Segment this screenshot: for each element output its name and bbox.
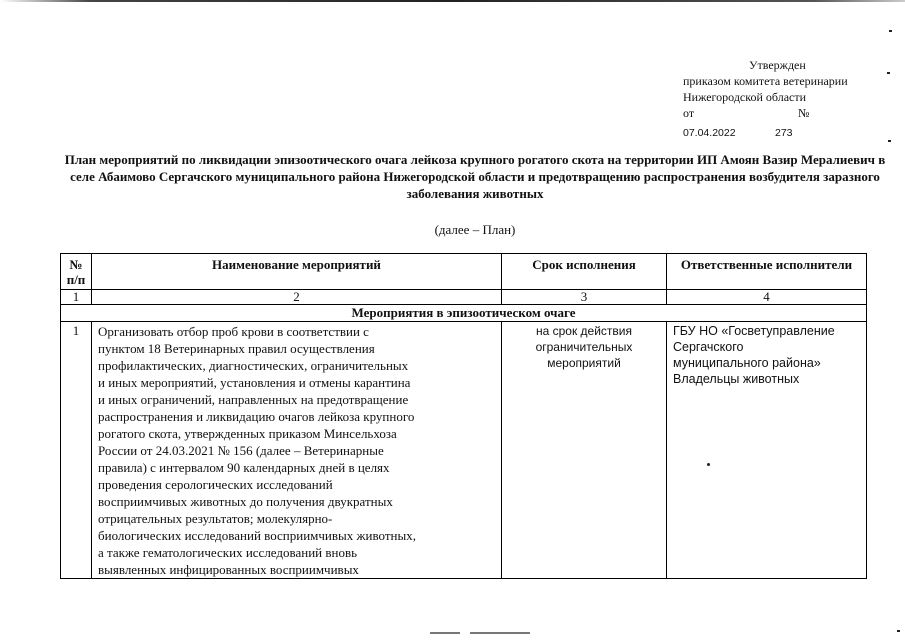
column-number: 2 [92, 290, 502, 305]
measure-line: пунктом 18 Ветеринарных правил осуществления [98, 341, 375, 356]
measure-line: рогатого скота, утвержденных приказом Минсельхоза [98, 426, 397, 441]
scan-speck [887, 72, 890, 74]
measure-line: России от 24.03.2021 № 156 (далее – Ветеринарные [98, 443, 384, 458]
column-number-row [61, 290, 867, 305]
column-number: 3 [502, 290, 667, 305]
plan-table [60, 253, 867, 579]
header-deadline: Срок исполнения [502, 254, 667, 290]
measure-line: и иных мероприятий, установления и отмены карантина [98, 375, 411, 390]
approval-from-number-row [683, 105, 848, 121]
approval-number-label: № [798, 106, 810, 120]
approval-line: Нижегородской области [683, 90, 807, 104]
header-number: № п/п [61, 254, 92, 290]
approval-title: Утвержден [749, 58, 806, 72]
document-subtitle: (далее – План) [434, 222, 516, 237]
measure-line: профилактических, диагностических, ограничительных [98, 358, 409, 373]
measure-line: правила) с интервалом 90 календарных дней в целях [98, 460, 390, 475]
measure-line: восприимчивых животных до получения двукратных [98, 494, 393, 509]
scan-speck [888, 140, 891, 142]
responsible-line: Владельцы животных [673, 372, 800, 386]
measure-line: проведения серологических исследований [98, 477, 333, 492]
measure-line: биологических исследований восприимчивых животных, [98, 528, 416, 543]
deadline-line: ограничительных [535, 340, 633, 354]
measure-line: отрицательных результатов; молекулярно- [98, 511, 333, 526]
responsible-line: ГБУ НО «Госветуправление [673, 324, 835, 338]
table-header-row [61, 254, 867, 290]
measure-line: а также гематологических исследований вновь [98, 545, 358, 560]
approval-from-label: от [683, 106, 695, 120]
scan-speck [889, 30, 892, 32]
column-number: 4 [667, 290, 867, 305]
column-number: 1 [61, 290, 92, 305]
scan-speck [897, 630, 900, 632]
scan-edge-top [0, 0, 905, 2]
responsible-line: Сергачского [673, 340, 744, 354]
table-row [61, 322, 867, 579]
deadline-line: мероприятий [547, 356, 621, 370]
scan-mark [430, 632, 460, 634]
document-title: План мероприятий по ликвидации эпизоотического очага лейкоза крупного рогатого скота на территории ИП Амоян Вазир Мералиевич в селе Абаимово Сергачского муниципального района Нижегородской области и предотвращению распространения возбудителя заразного заболевания животных [64, 152, 886, 201]
approval-number: 273 [775, 127, 793, 139]
header-responsible: Ответственные исполнители [667, 254, 867, 290]
responsible-line: муниципального района» [673, 356, 821, 370]
approval-date-row [683, 125, 848, 141]
responsible-cell [667, 322, 867, 579]
measure-line: выявленных инфицированных восприимчивых [98, 562, 359, 577]
deadline-cell [502, 322, 667, 579]
approval-block [683, 57, 848, 141]
measure-line: и иных ограничений, направленных на предотвращение [98, 392, 409, 407]
approval-line: приказом комитета ветеринарии [683, 74, 848, 88]
measure-line: Организовать отбор проб крови в соответствии с [98, 324, 369, 339]
measure-line: распространения и ликвидацию очагов лейкоза крупного [98, 409, 415, 424]
section-title: Мероприятия в эпизоотическом очаге [61, 305, 867, 322]
deadline-line: на срок действия [535, 324, 633, 338]
scan-mark [470, 632, 530, 634]
measure-cell [92, 322, 502, 579]
section-row [61, 305, 867, 322]
header-measures: Наименование мероприятий [92, 254, 502, 290]
approval-date: 07.04.2022 [683, 127, 736, 139]
row-index: 1 [61, 322, 92, 579]
scan-dot [707, 463, 710, 466]
